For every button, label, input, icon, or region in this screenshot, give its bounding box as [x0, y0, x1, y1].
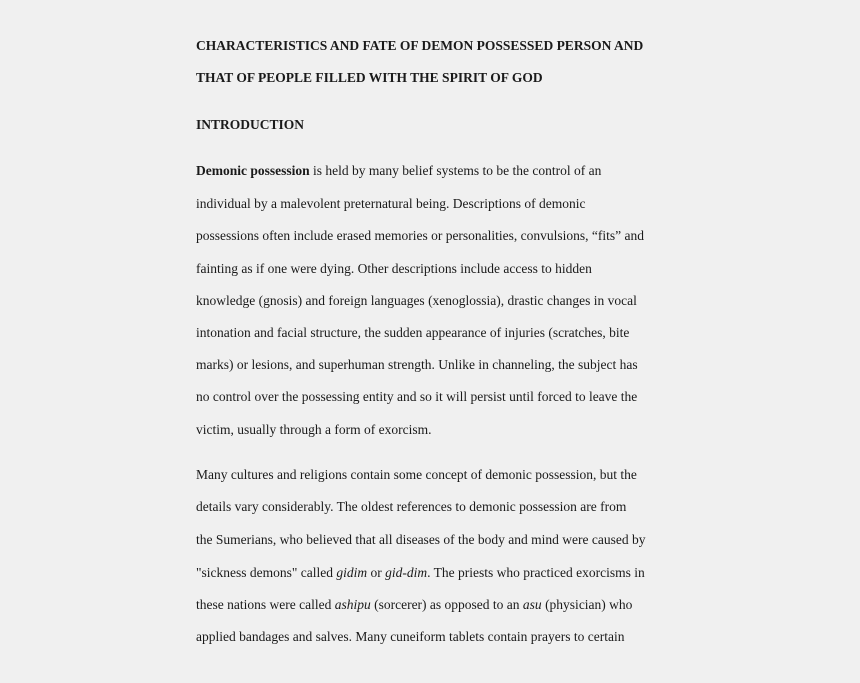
paragraph-1-line: knowledge (gnosis) and foreign languages (xenoglossia), drastic changes in vocal [196, 293, 637, 308]
section-heading: INTRODUCTION [196, 117, 305, 132]
document-title-line-2: THAT OF PEOPLE FILLED WITH THE SPIRIT OF GOD [196, 70, 543, 85]
paragraph-2-line: the Sumerians, who believed that all diseases of the body and mind were caused by [196, 532, 646, 547]
paragraph-1-line: victim, usually through a form of exorcism. [196, 422, 432, 437]
italic-term: ashipu [334, 597, 371, 612]
italic-term: gidim [336, 565, 368, 580]
text-span: . The priests who practiced exorcisms in [427, 565, 645, 580]
text-span: (sorcerer) as opposed to an [370, 597, 523, 612]
paragraph-2-line: applied bandages and salves. Many cuneiform tablets contain prayers to certain [196, 629, 625, 644]
text-span: or [367, 565, 386, 580]
paragraph-1-line: possessions often include erased memories or personalities, convulsions, “fits” and [196, 228, 645, 243]
paragraph-2-line: Many cultures and religions contain some concept of demonic possession, but the [196, 467, 637, 482]
paragraph-1-line: fainting as if one were dying. Other descriptions include access to hidden [196, 261, 592, 276]
document-title-line-1: CHARACTERISTICS AND FATE OF DEMON POSSESSED PERSON AND [196, 38, 644, 53]
paragraph-1-line: intonation and facial structure, the sudden appearance of injuries (scratches, bite [196, 325, 630, 340]
bold-term: Demonic possession [196, 163, 310, 178]
text-span: "sickness demons" called [196, 565, 337, 580]
text-span: (physician) who [541, 597, 633, 612]
paragraph-2-line: details vary considerably. The oldest references to demonic possession are from [196, 499, 627, 514]
text-span: these nations were called [196, 597, 335, 612]
italic-term: asu [522, 597, 542, 612]
paragraph-2-line [196, 597, 632, 613]
italic-term: gid-dim [385, 565, 428, 580]
text-span: is held by many belief systems to be the control of an [309, 163, 602, 178]
paragraph-1-line: individual by a malevolent preternatural being. Descriptions of demonic [196, 196, 586, 211]
paragraph-1-line: no control over the possessing entity and so it will persist until forced to leave the [196, 389, 638, 404]
paragraph-2-line [196, 565, 645, 581]
paragraph-1-line: marks) or lesions, and superhuman strength. Unlike in channeling, the subject has [196, 357, 638, 372]
paragraph-1-line [196, 163, 601, 179]
